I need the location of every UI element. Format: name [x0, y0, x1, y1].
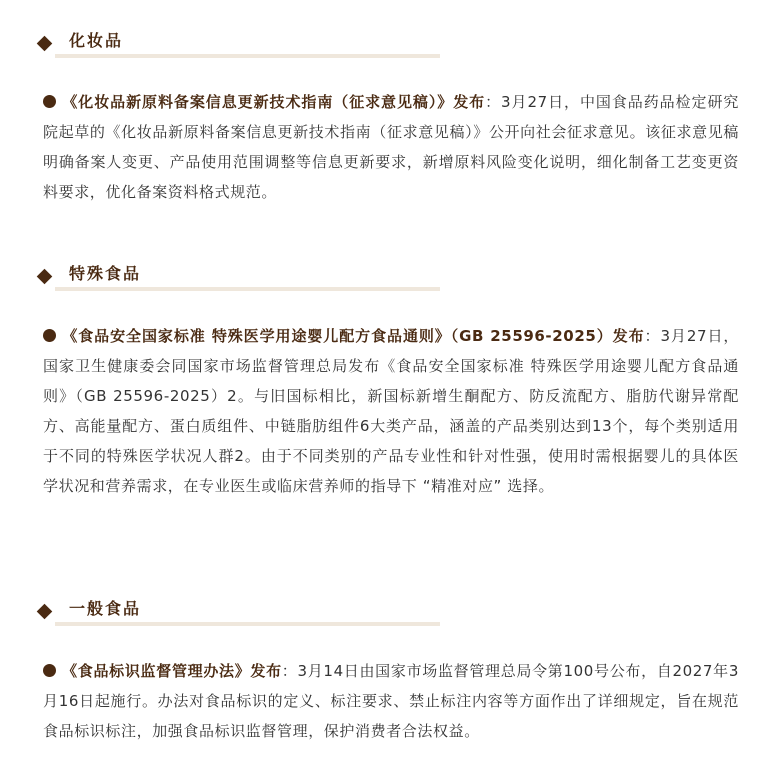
news-item-body: ：3月14日由国家市场监督管理总局令第100号公布，自2027年3月16日起施行。办法对食品标识的定义、标注要求、禁止标注内容等方面作出了详细规定，旨在规范食品标识标注，加强食品标识监督管理，保护消费者合法权益。	[43, 662, 739, 740]
section-title: 化妆品	[69, 31, 124, 50]
news-item-lead: 《食品安全国家标准 特殊医学用途婴儿配方食品通则》（GB 25596-2025）发布	[62, 327, 645, 345]
diamond-bullet-icon	[37, 604, 53, 620]
news-item-lead: 《食品标识监督管理办法》发布	[62, 662, 282, 680]
section-title: 一般食品	[69, 599, 142, 618]
section-header-cosmetics	[37, 30, 457, 60]
news-item-body: ：3月27日，国家卫生健康委会同国家市场监督管理总局发布《食品安全国家标准 特殊医学用途婴儿配方食品通则》（GB 25596-2025）2。与旧国标相比，新国标新增生酮配方、防反流配方、脂肪代谢异常配方、高能量配方、蛋白质组件、中链脂肪组件6大类产品，涵盖的产品类别达到13个，每个类别适用于不同的特殊医学状况人群2。由于不同类别的产品专业性和针对性强，使用时需根据婴儿的具体医学状况和营养需求，在专业医生或临床营养师的指导下 “精准对应” 选择。	[43, 327, 739, 495]
dot-bullet-icon	[43, 95, 56, 108]
news-item-special-food	[43, 321, 739, 501]
news-item-general-food	[43, 656, 739, 746]
section-header-general-food	[37, 598, 457, 628]
section-divider	[55, 54, 440, 58]
news-item-cosmetics	[43, 87, 739, 207]
diamond-bullet-icon	[37, 269, 53, 285]
diamond-bullet-icon	[37, 36, 53, 52]
news-item-lead: 《化妆品新原料备案信息更新技术指南（征求意见稿）》发布	[62, 93, 486, 111]
section-divider	[55, 622, 440, 626]
dot-bullet-icon	[43, 329, 56, 342]
section-title: 特殊食品	[69, 264, 142, 283]
dot-bullet-icon	[43, 664, 56, 677]
section-divider	[55, 287, 440, 291]
news-item-body: ：3月27日，中国食品药品检定研究院起草的《化妆品新原料备案信息更新技术指南（征求意见稿）》公开向社会征求意见。该征求意见稿明确备案人变更、产品使用范围调整等信息更新要求，新增原料风险变化说明，细化制备工艺变更资料要求，优化备案资料格式规范。	[43, 93, 739, 201]
section-header-special-food	[37, 263, 457, 293]
